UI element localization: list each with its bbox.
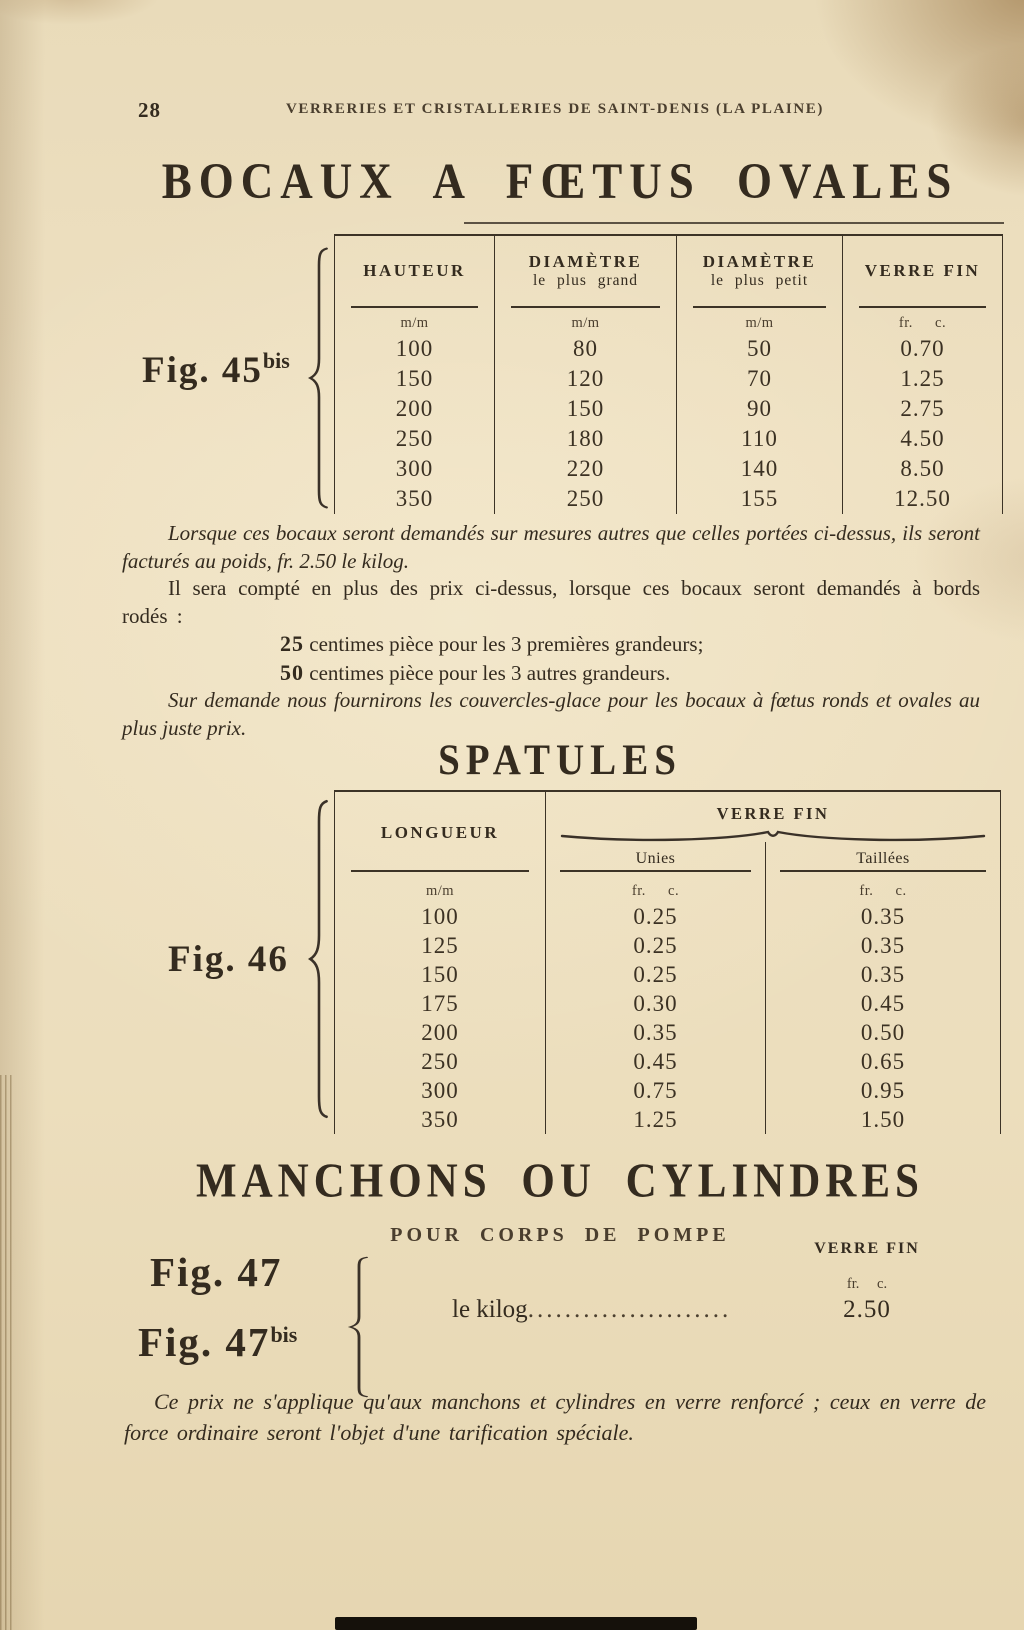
unit-cell: fr. c. [898,314,947,331]
units-row [335,876,1001,902]
group-header-verre-fin [546,791,1001,842]
table-cell: 100 [335,334,495,364]
table-cell: 0.45 [860,990,906,1016]
table-cell: 350 [335,1105,546,1134]
column-header-verre-fin [843,235,1003,308]
table-cell: 175 [335,989,546,1018]
bocaux-table [334,234,1002,514]
table-cell: 150 [495,394,677,424]
table-cell: 250 [335,1047,546,1076]
table-row [335,454,1003,484]
unit-cell: fr. c. [546,876,766,902]
header-underline [693,306,826,308]
note-line: 50 centimes pièce pour les 3 autres grandeurs. [280,659,671,685]
page-edge-lines [0,1075,15,1630]
table-row [335,424,1003,454]
table-row [335,1047,1001,1076]
table-cell: 1.25 [900,366,945,391]
table-cell: 180 [495,424,677,454]
header-underline [859,306,986,308]
section-title-manchons: MANCHONS OU CYLINDRES [196,1155,924,1208]
table-row [335,1018,1001,1047]
brace-decoration-46 [306,798,332,1120]
table-row [335,931,1001,960]
column-header-diametre-petit [677,235,843,308]
table-row [335,989,1001,1018]
table-row [335,902,1001,931]
note-line: Il sera compté en plus des prix ci-dessus, lorsque ces bocaux seront demandés à bords rodés : [122,576,980,628]
table-header-row [335,235,1003,308]
header-underline [560,870,751,872]
table-cell: 0.25 [546,960,766,989]
header-text: DIAMÈTRE [528,252,643,271]
price-line-label: le kilog [452,1296,528,1323]
table-cell: 1.25 [546,1105,766,1134]
table-cell: 12.50 [894,486,951,511]
table-row [335,484,1003,514]
unit-cell: m/m [495,308,677,334]
running-title: VERRERIES ET CRISTALLERIES DE SAINT-DENIS (LA PLAINE) [286,101,824,117]
table-cell: 350 [335,484,495,514]
price-column-units: fr. c. [846,1276,888,1292]
table-cell: 0.50 [860,1019,906,1045]
header-text: HAUTEUR [363,261,466,280]
spatules-table [334,790,1000,1134]
table-row [335,960,1001,989]
table-cell: 200 [335,394,495,424]
figure-label-47bis [138,1318,297,1366]
unit-cell: fr. c. [859,882,907,899]
header-underline [351,870,529,872]
header-underline [351,306,478,308]
table-cell: 0.70 [900,336,945,361]
header-text: LONGUEUR [380,823,500,842]
header-underline [511,306,660,308]
figure-label-45bis [142,348,290,392]
brace-decoration-45 [306,246,332,510]
table-cell: 50 [677,334,843,364]
table-cell: 125 [335,931,546,960]
table-row [335,1105,1001,1134]
table-cell: 1.50 [860,1106,906,1132]
table-cell: 155 [677,484,843,514]
table-cell: 300 [335,1076,546,1105]
table-row [335,1076,1001,1105]
table-top-rule [464,222,1004,224]
unit-cell: m/m [677,308,843,334]
note-line: 25 centimes pièce pour les 3 premières grandeurs; [280,631,704,656]
table-cell: 0.45 [546,1047,766,1076]
table-cell: 0.95 [860,1077,906,1103]
table-cell: 0.65 [860,1048,906,1074]
figure-sup: bis [262,348,290,373]
table-cell: 150 [335,960,546,989]
header-text: VERRE FIN [864,261,981,280]
group-header-flourish [558,828,988,842]
figure-number: Fig. 47 [138,1319,271,1365]
table-row [335,334,1003,364]
table-cell: 0.35 [860,903,906,929]
header-underline [780,870,986,872]
table-cell: 90 [677,394,843,424]
table-cell: 250 [335,424,495,454]
table-cell: 80 [495,334,677,364]
table-cell: 0.25 [546,902,766,931]
header-subtext: le plus grand [532,272,639,289]
figure-sup: bis [270,1322,298,1347]
table-cell: 250 [495,484,677,514]
brace-decoration-47 [346,1256,372,1398]
manchons-note: Ce prix ne s'applique qu'aux manchons et cylindres en verre renforcé ; ceux en verre de force ordinaire seront l'objet d'une tarification spéciale. [124,1389,986,1445]
section-title-bocaux: BOCAUX A FŒTUS OVALES [161,153,959,210]
table-cell: 0.75 [546,1076,766,1105]
figure-label-47 [150,1248,282,1296]
figure-number: Fig. 45 [142,350,263,391]
bocaux-price-table [334,234,1003,514]
figure-number: Fig. 46 [168,939,289,980]
table-cell: 140 [677,454,843,484]
column-header-hauteur [335,235,495,308]
table-cell: 120 [495,364,677,394]
unit-cell: m/m [335,876,546,902]
table-header-row [335,791,1001,842]
header-text: Unies [635,850,676,867]
table-cell: 0.30 [546,989,766,1018]
price-line [452,1296,731,1324]
table-cell: 220 [495,454,677,484]
column-header-diametre-grand [495,235,677,308]
header-text: VERRE FIN [716,804,830,823]
figure-label-46 [168,938,289,981]
header-subtext: le plus petit [710,272,809,289]
table-cell: 8.50 [900,456,945,481]
header-text: Taillées [856,850,910,867]
table-cell: 110 [677,424,843,454]
note-line: Lorsque ces bocaux seront demandés sur mesures autres que celles portées ci-dessus, ils seront facturés au poids, fr. 2.50 le kilog. [122,521,980,573]
table-row [335,394,1003,424]
note-line: Sur demande nous fournirons les couvercles-glace pour les bocaux à fœtus ronds et ovales au plus juste prix. [122,688,980,740]
table-cell: 100 [335,902,546,931]
page-number: 28 [138,98,161,122]
table-cell: 300 [335,454,495,484]
price-value: 2.50 [843,1296,891,1323]
column-header-taillees [766,842,1001,876]
dot-leader: ...................... [527,1296,732,1323]
section-title-spatules: SPATULES [438,736,682,785]
table-row [335,364,1003,394]
table-cell: 150 [335,364,495,394]
table-cell: 70 [677,364,843,394]
unit-cell: m/m [335,308,495,334]
scan-artifact-bottom [335,1617,697,1630]
table-cell: 4.50 [900,426,945,451]
bocaux-notes [122,520,980,742]
table-cell: 2.75 [900,396,945,421]
header-text: DIAMÈTRE [702,252,817,271]
figure-number: Fig. 47 [150,1249,283,1295]
table-cell: 200 [335,1018,546,1047]
column-header-longueur [335,791,546,876]
table-cell: 0.25 [546,931,766,960]
spatules-price-table [334,790,1001,1134]
table-cell: 0.35 [546,1018,766,1047]
table-cell: 0.35 [860,961,906,987]
section-subtitle-pompe: POUR CORPS DE POMPE [390,1224,730,1246]
column-header-unies [546,842,766,876]
price-column-header: VERRE FIN [814,1240,920,1257]
units-row [335,308,1003,334]
table-cell: 0.35 [860,932,906,958]
